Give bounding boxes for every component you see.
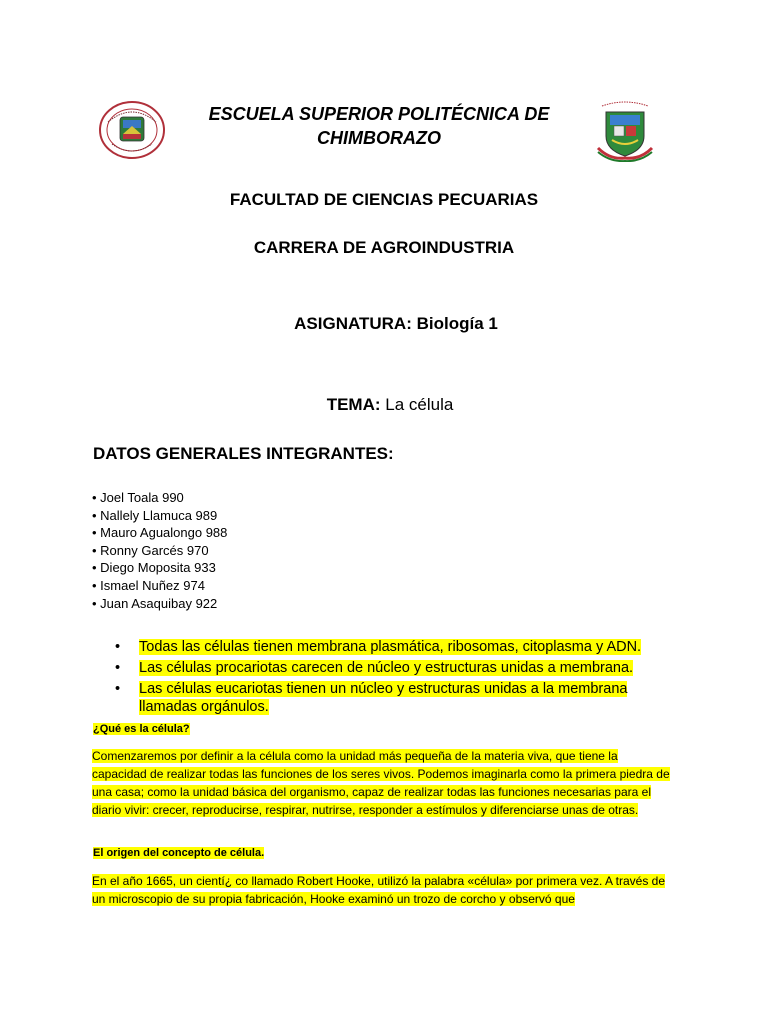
topic-label: TEMA: xyxy=(326,395,381,414)
section-heading-what-is-cell xyxy=(93,723,190,735)
list-item: • Juan Asaquibay 922 xyxy=(92,595,227,613)
espoch-seal-icon xyxy=(98,100,166,160)
key-point-text: Las células procariotas carecen de núcleo y estructuras unidas a membrana. xyxy=(139,660,634,676)
topic-value: La célula xyxy=(385,395,454,414)
members-heading: DATOS GENERALES INTEGRANTES: xyxy=(93,444,394,463)
section-paragraph-origin xyxy=(92,872,670,908)
subject-label: ASIGNATURA: xyxy=(294,314,412,333)
list-item: • Nallely Llamuca 989 xyxy=(92,507,227,525)
list-item xyxy=(114,638,674,656)
paragraph-text: En el año 1665, un cientí¿ co llamado Robert Hooke, utilizó la palabra «célula» por primera vez. A través de un microscopio de su propia fabricación, Hooke examinó un trozo de corcho y observó que xyxy=(92,874,665,906)
institution-line-1: ESCUELA SUPERIOR POLITÉCNICA DE xyxy=(208,104,550,124)
section-heading-text: ¿Qué es la célula? xyxy=(93,723,190,735)
key-point-text: Todas las células tienen membrana plasmática, ribosomas, citoplasma y ADN. xyxy=(139,639,642,655)
paragraph-text: Comenzaremos por definir a la célula como la unidad más pequeña de la materia viva, que tiene la capacidad de realizar todas las funciones de los seres vivos. Podemos imaginarla como la primera piedra de una casa; como la unidad básica del organismo, capaz de realizar todas las funciones necesarias para el diario vivir: crecer, reproducirse, respirar, nutrirse, responder a estímulos y diferenciarse unas de otras. xyxy=(92,749,670,817)
list-item: • Ismael Nuñez 974 xyxy=(92,577,227,595)
key-points-list xyxy=(114,638,674,719)
list-item xyxy=(114,659,674,677)
topic-line xyxy=(6,395,768,415)
institution-title xyxy=(168,102,590,150)
institution-line-2: CHIMBORAZO xyxy=(317,128,441,148)
section-paragraph-what-is-cell xyxy=(92,747,670,819)
section-heading-origin xyxy=(93,847,264,859)
key-point-text: Las células eucariotas tienen un núcleo y estructuras unidas a la membrana llamadas orgánulos. xyxy=(139,681,628,715)
career-title: CARRERA DE AGROINDUSTRIA xyxy=(253,238,515,257)
members-list xyxy=(92,489,227,612)
list-item xyxy=(114,680,674,716)
list-item: • Mauro Agualongo 988 xyxy=(92,524,227,542)
subject-value: Biología 1 xyxy=(416,314,498,333)
faculty-title: FACULTAD DE CIENCIAS PECUARIAS xyxy=(229,190,539,209)
faculty-shield-icon xyxy=(594,96,656,162)
list-item: • Ronny Garcés 970 xyxy=(92,542,227,560)
subject-line xyxy=(12,314,768,334)
list-item: • Joel Toala 990 xyxy=(92,489,227,507)
list-item: • Diego Moposita 933 xyxy=(92,559,227,577)
section-heading-text: El origen del concepto de célula. xyxy=(93,847,265,859)
